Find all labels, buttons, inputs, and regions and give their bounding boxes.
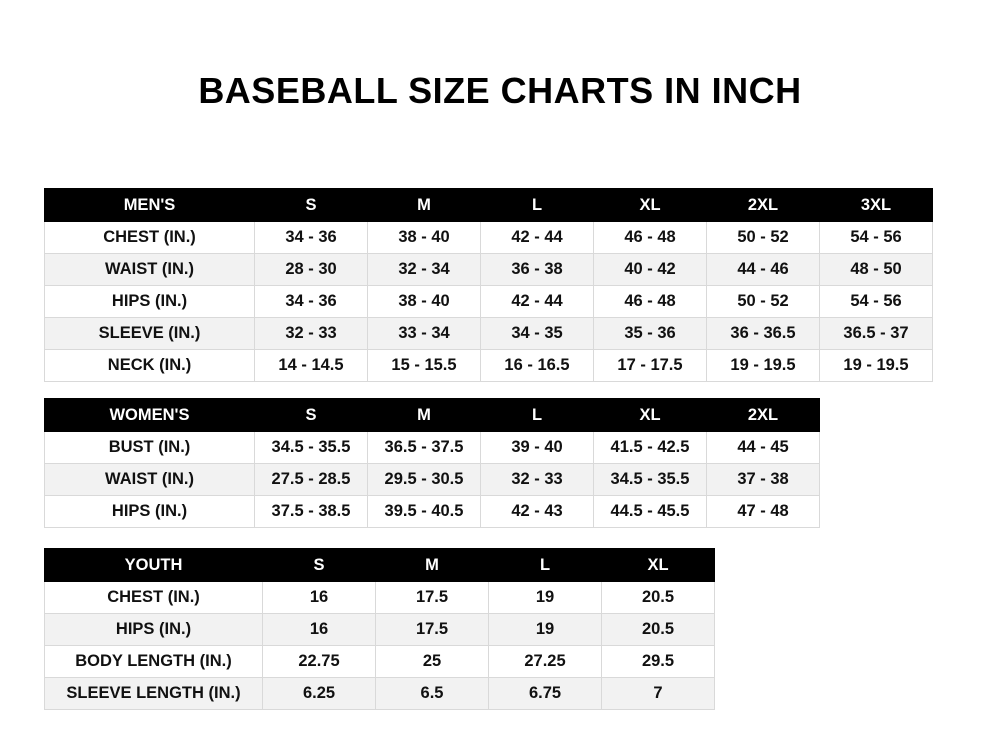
table-cell: 25 — [376, 646, 489, 678]
mens-size-table — [44, 188, 933, 382]
table-cell: 15 - 15.5 — [368, 350, 481, 382]
column-header: L — [489, 549, 602, 582]
table-cell: 50 - 52 — [707, 222, 820, 254]
row-label: BODY LENGTH (IN.) — [45, 646, 263, 678]
table-cell: 6.5 — [376, 678, 489, 710]
column-header: XL — [594, 399, 707, 432]
row-label: HIPS (IN.) — [45, 286, 255, 318]
table-cell: 34 - 36 — [255, 286, 368, 318]
table-cell: 28 - 30 — [255, 254, 368, 286]
table-cell: 32 - 33 — [481, 464, 594, 496]
column-header: 3XL — [820, 189, 933, 222]
table-cell: 42 - 44 — [481, 222, 594, 254]
row-label: BUST (IN.) — [45, 432, 255, 464]
column-header: L — [481, 189, 594, 222]
table-cell: 32 - 33 — [255, 318, 368, 350]
womens-size-table — [44, 398, 820, 528]
table-cell: 36.5 - 37 — [820, 318, 933, 350]
table-cell: 38 - 40 — [368, 222, 481, 254]
table-cell: 27.5 - 28.5 — [255, 464, 368, 496]
column-header: M — [368, 189, 481, 222]
table-cell: 36 - 38 — [481, 254, 594, 286]
table-row — [45, 614, 715, 646]
table-cell: 6.75 — [489, 678, 602, 710]
table-cell: 47 - 48 — [707, 496, 820, 528]
table-cell: 41.5 - 42.5 — [594, 432, 707, 464]
table-cell: 37 - 38 — [707, 464, 820, 496]
table-cell: 34 - 35 — [481, 318, 594, 350]
row-label: WAIST (IN.) — [45, 254, 255, 286]
row-label: HIPS (IN.) — [45, 496, 255, 528]
column-header: M — [368, 399, 481, 432]
row-label: SLEEVE (IN.) — [45, 318, 255, 350]
table-cell: 36.5 - 37.5 — [368, 432, 481, 464]
column-header: WOMEN'S — [45, 399, 255, 432]
table-row — [45, 582, 715, 614]
mens-size-table-wrapper — [44, 188, 933, 382]
column-header: 2XL — [707, 399, 820, 432]
table-cell: 20.5 — [602, 582, 715, 614]
table-cell: 19 — [489, 582, 602, 614]
table-cell: 29.5 - 30.5 — [368, 464, 481, 496]
table-row — [45, 646, 715, 678]
column-header: S — [263, 549, 376, 582]
table-cell: 22.75 — [263, 646, 376, 678]
table-cell: 38 - 40 — [368, 286, 481, 318]
column-header: L — [481, 399, 594, 432]
column-header: XL — [602, 549, 715, 582]
table-cell: 16 — [263, 582, 376, 614]
table-cell: 39.5 - 40.5 — [368, 496, 481, 528]
table-cell: 27.25 — [489, 646, 602, 678]
page-title: BASEBALL SIZE CHARTS IN INCH — [198, 70, 802, 111]
row-label: CHEST (IN.) — [45, 222, 255, 254]
table-cell: 34.5 - 35.5 — [255, 432, 368, 464]
column-header: MEN'S — [45, 189, 255, 222]
row-label: NECK (IN.) — [45, 350, 255, 382]
table-cell: 14 - 14.5 — [255, 350, 368, 382]
table-cell: 17.5 — [376, 614, 489, 646]
table-row — [45, 286, 933, 318]
row-label: WAIST (IN.) — [45, 464, 255, 496]
table-cell: 42 - 43 — [481, 496, 594, 528]
table-cell: 46 - 48 — [594, 222, 707, 254]
table-cell: 50 - 52 — [707, 286, 820, 318]
table-row — [45, 350, 933, 382]
table-cell: 33 - 34 — [368, 318, 481, 350]
row-label: HIPS (IN.) — [45, 614, 263, 646]
table-cell: 44.5 - 45.5 — [594, 496, 707, 528]
table-cell: 54 - 56 — [820, 222, 933, 254]
table-row — [45, 222, 933, 254]
table-header-row — [45, 399, 820, 432]
column-header: S — [255, 189, 368, 222]
column-header: XL — [594, 189, 707, 222]
table-cell: 46 - 48 — [594, 286, 707, 318]
column-header: 2XL — [707, 189, 820, 222]
table-cell: 44 - 46 — [707, 254, 820, 286]
row-label: SLEEVE LENGTH (IN.) — [45, 678, 263, 710]
youth-size-table-wrapper — [44, 548, 715, 710]
table-header-row — [45, 189, 933, 222]
row-label: CHEST (IN.) — [45, 582, 263, 614]
table-cell: 35 - 36 — [594, 318, 707, 350]
table-cell: 37.5 - 38.5 — [255, 496, 368, 528]
table-cell: 19 — [489, 614, 602, 646]
table-cell: 19 - 19.5 — [707, 350, 820, 382]
table-row — [45, 432, 820, 464]
table-cell: 7 — [602, 678, 715, 710]
table-cell: 17 - 17.5 — [594, 350, 707, 382]
column-header: YOUTH — [45, 549, 263, 582]
table-row — [45, 678, 715, 710]
table-row — [45, 254, 933, 286]
table-cell: 34.5 - 35.5 — [594, 464, 707, 496]
table-cell: 16 — [263, 614, 376, 646]
table-row — [45, 496, 820, 528]
column-header: M — [376, 549, 489, 582]
table-row — [45, 464, 820, 496]
table-cell: 19 - 19.5 — [820, 350, 933, 382]
youth-size-table — [44, 548, 715, 710]
table-cell: 36 - 36.5 — [707, 318, 820, 350]
table-cell: 44 - 45 — [707, 432, 820, 464]
table-cell: 32 - 34 — [368, 254, 481, 286]
table-row — [45, 318, 933, 350]
table-cell: 54 - 56 — [820, 286, 933, 318]
table-cell: 16 - 16.5 — [481, 350, 594, 382]
table-cell: 17.5 — [376, 582, 489, 614]
table-cell: 6.25 — [263, 678, 376, 710]
table-cell: 29.5 — [602, 646, 715, 678]
column-header: S — [255, 399, 368, 432]
table-cell: 20.5 — [602, 614, 715, 646]
table-cell: 40 - 42 — [594, 254, 707, 286]
table-cell: 48 - 50 — [820, 254, 933, 286]
table-cell: 34 - 36 — [255, 222, 368, 254]
table-header-row — [45, 549, 715, 582]
womens-size-table-wrapper — [44, 398, 820, 528]
table-cell: 42 - 44 — [481, 286, 594, 318]
table-cell: 39 - 40 — [481, 432, 594, 464]
